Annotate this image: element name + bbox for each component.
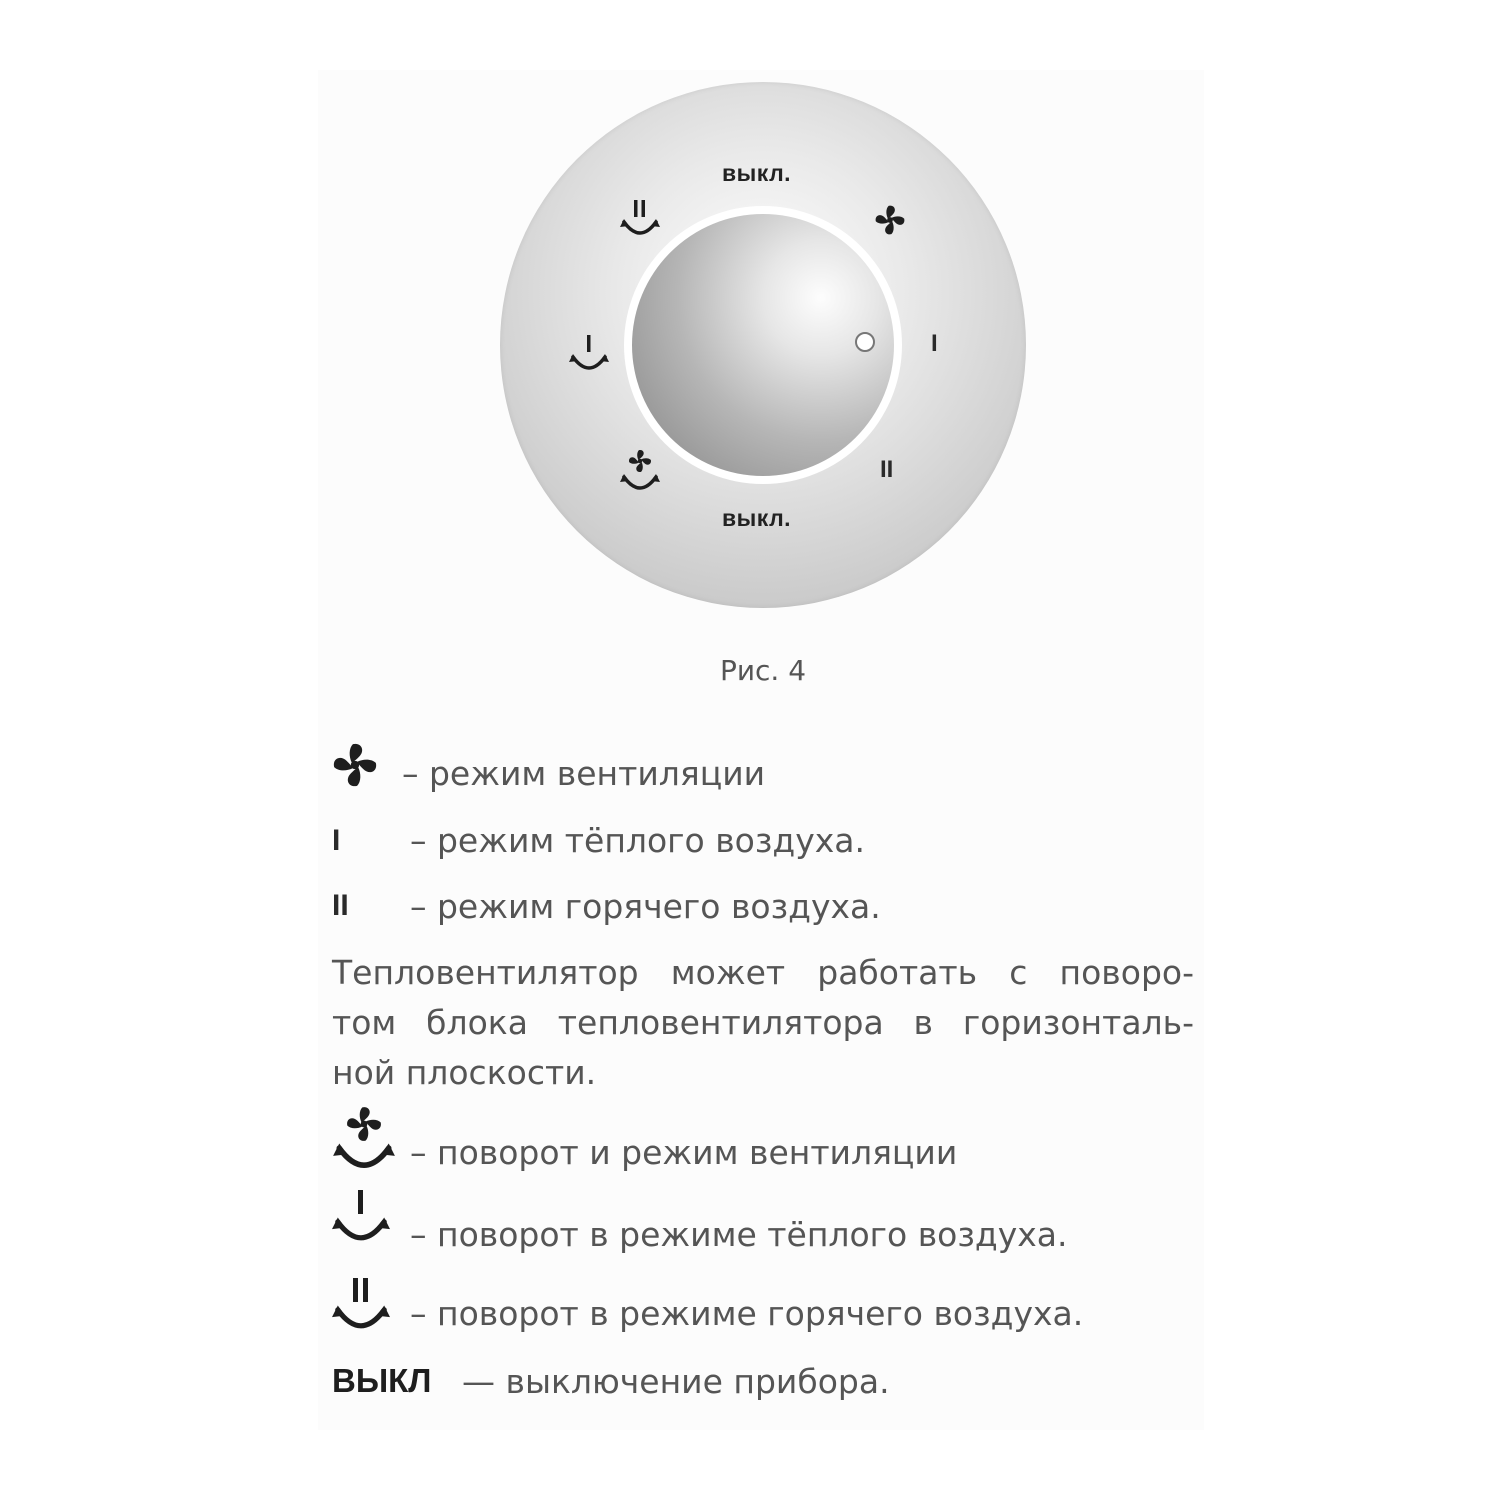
- legend-fan-text: – режим вентиляции: [402, 754, 766, 793]
- legend-rotation-fan-icon: [328, 1104, 402, 1178]
- dial-mark-II: II: [880, 456, 894, 483]
- legend-rotation-fan-text: – поворот и режим вентиляции: [410, 1133, 958, 1172]
- dial-label-off-top: выкл.: [722, 160, 792, 186]
- legend-hot-text: – режим горячего воздуха.: [410, 887, 881, 926]
- legend-off-text: — выключение прибора.: [462, 1362, 890, 1401]
- legend-fan-icon: [330, 740, 380, 790]
- legend-warm-text: – режим тёплого воздуха.: [410, 821, 865, 860]
- paragraph-line-3: ной плоскости.: [332, 1053, 597, 1092]
- legend-hot-symbol: II: [332, 889, 349, 922]
- dial-label-off-bottom: выкл.: [722, 505, 792, 531]
- legend-rotation-II-text: – поворот в режиме горячего воздуха.: [410, 1294, 1084, 1333]
- dial-mark-I: I: [931, 330, 938, 357]
- legend-rotation-I-icon: [328, 1188, 394, 1252]
- figure-caption: Рис. 4: [719, 654, 807, 687]
- dial-rotation-I-icon: [566, 333, 612, 379]
- dial-rotation-II-icon: [617, 198, 663, 244]
- legend-rotation-I-text: – поворот в режиме тёплого воздуха.: [410, 1215, 1068, 1254]
- knob-indicator-dot: [855, 332, 875, 352]
- paragraph-line-2: том блока тепловентилятора в горизонталь-: [332, 1003, 1194, 1042]
- paragraph-line-1: Тепловентилятор может работать с поворо-: [332, 953, 1194, 992]
- legend-off-label: ВЫКЛ: [332, 1362, 432, 1399]
- dial-fan-icon: [873, 203, 907, 237]
- legend-rotation-II-icon: [328, 1276, 394, 1340]
- legend-warm-symbol: I: [332, 824, 341, 857]
- dial-rotation-fan-icon: [617, 448, 663, 498]
